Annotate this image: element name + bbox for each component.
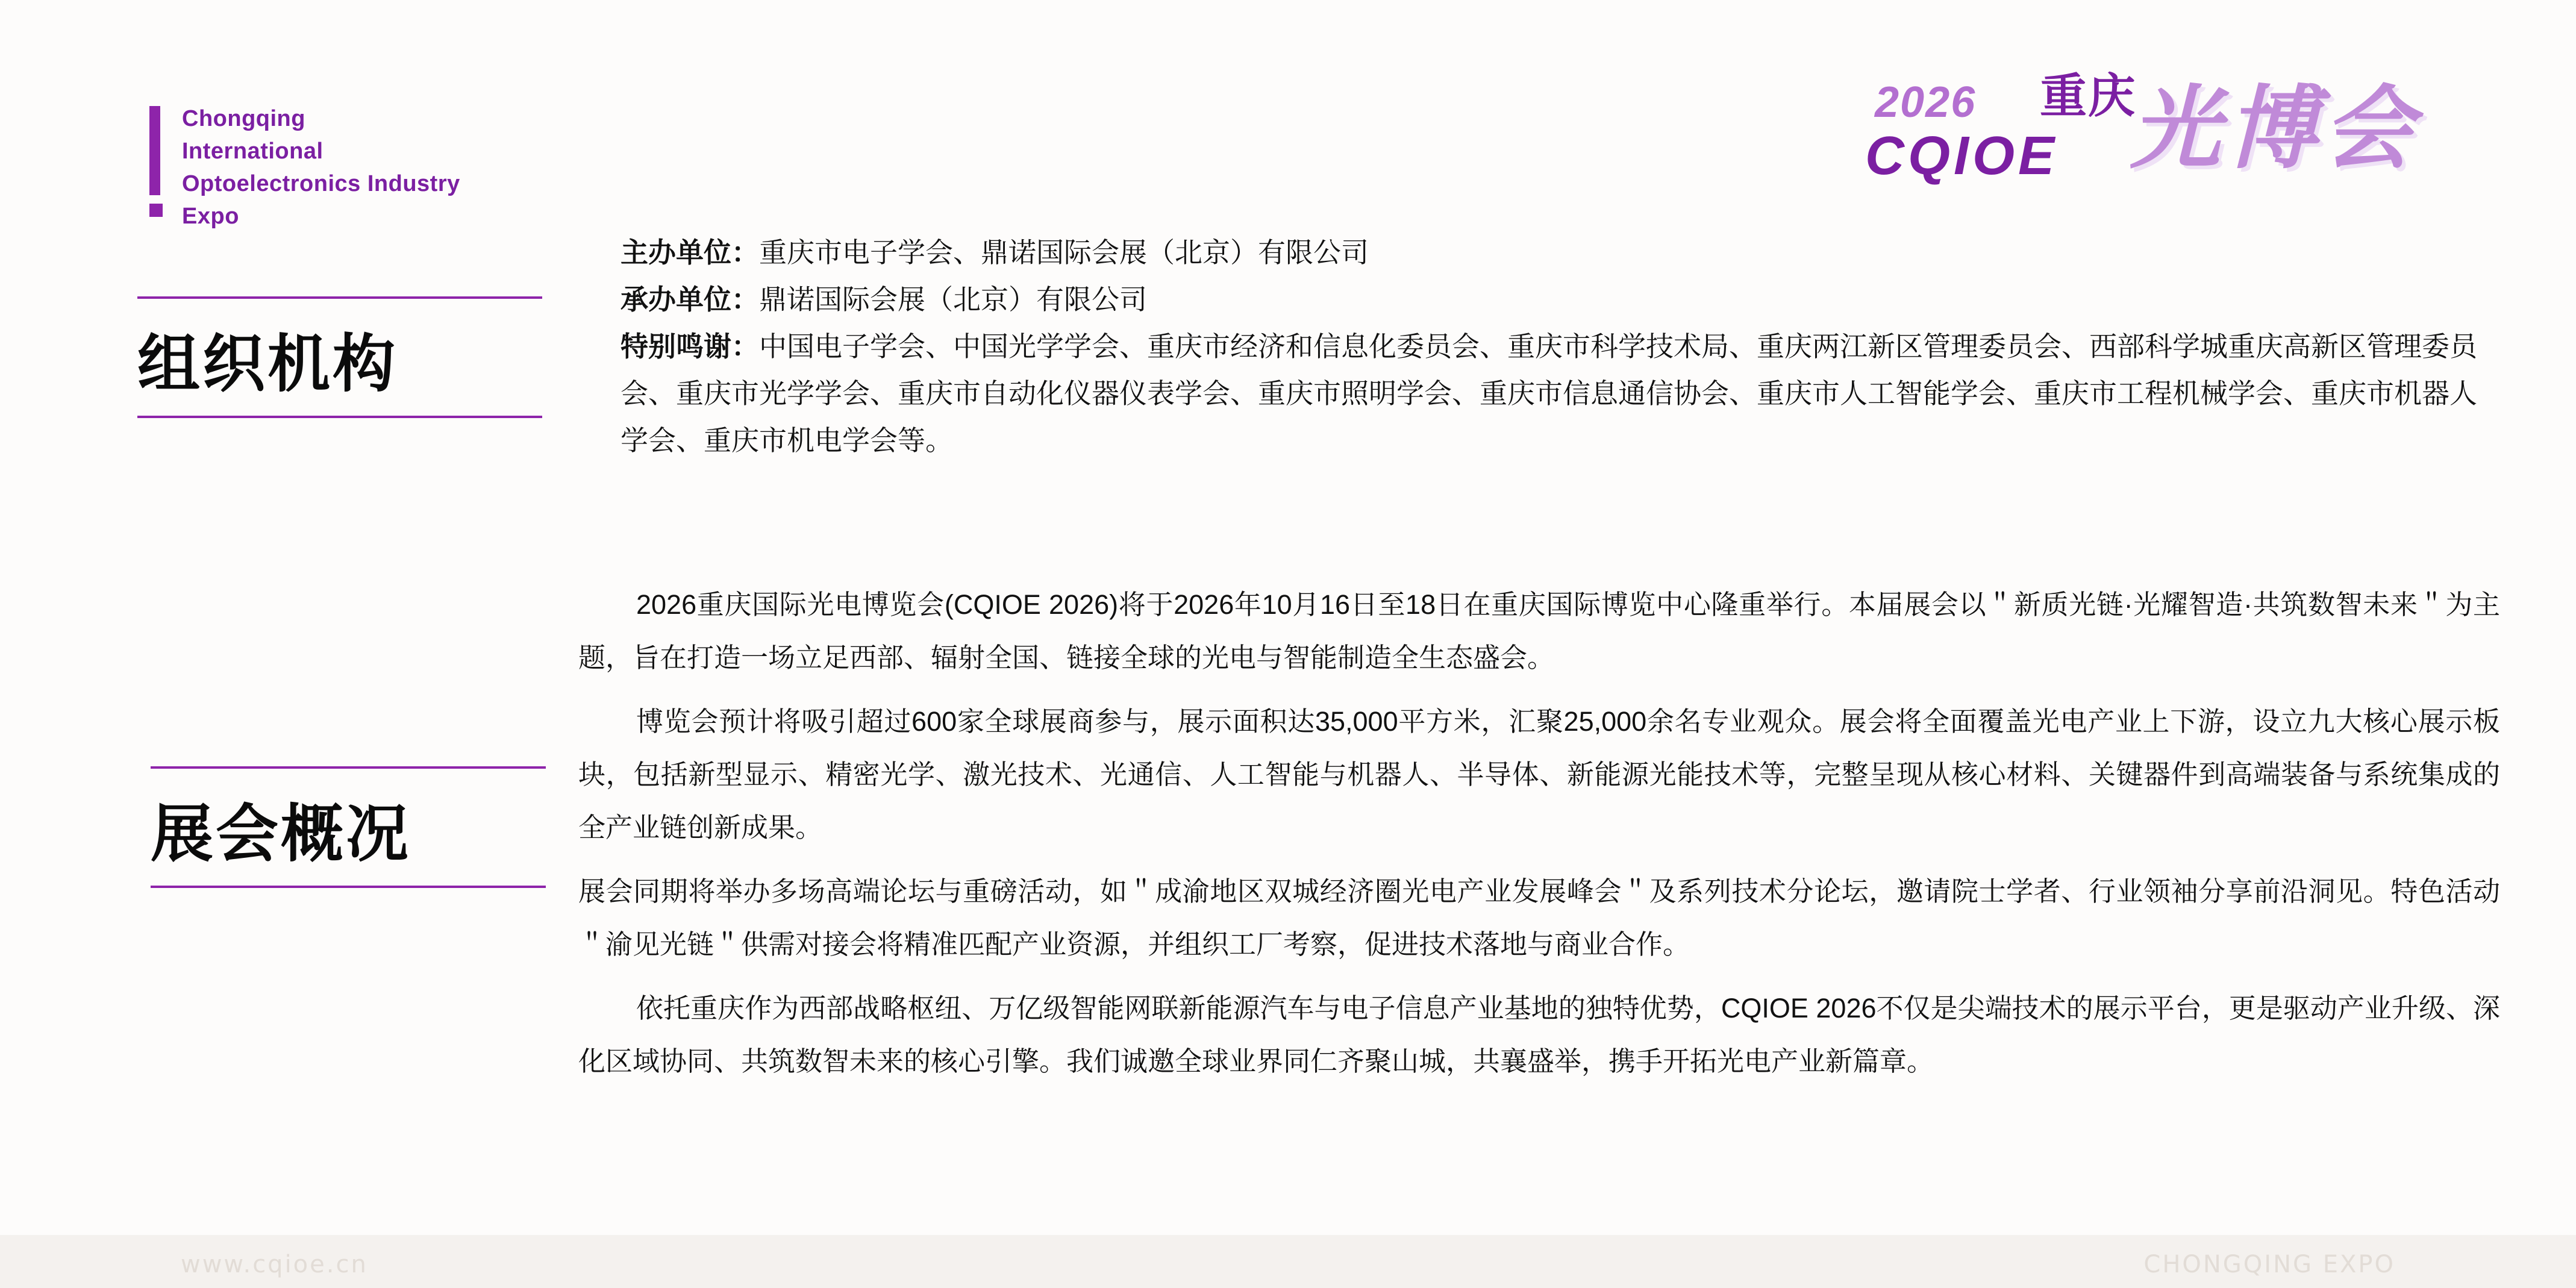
organizer-host-line	[621, 229, 2500, 276]
organizer-undertaker-label: 承办单位：	[621, 284, 759, 315]
expo-logo-city: 重庆	[2040, 69, 2137, 122]
expo-logo-abbreviation: CQIOE	[1865, 126, 2059, 186]
organizer-host-value: 重庆市电子学会、鼎诺国际会展（北京）有限公司	[759, 237, 1369, 268]
brand-line-4: Expo	[182, 204, 239, 229]
overview-section-title: 展会概况	[151, 797, 411, 871]
overview-paragraph: 博览会预计将吸引超过600家全球展商参与，展示面积达35,000平方米，汇聚25,000余名专业观众。展会将全面覆盖光电产业上下游，设立九大核心展示板块，包括新型显示、精密光学、激光技术、光通信、人工智能与机器人、半导体、新能源光能技术等，完整呈现从核心材料、关键器件到高端装备与系统集成的全产业链创新成果。	[578, 706, 2500, 843]
expo-logo-year: 2026	[1875, 78, 1977, 127]
organizer-thanks-line	[621, 323, 2500, 464]
overview-paragraph: 依托重庆作为西部战略枢纽、万亿级智能网联新能源汽车与电子信息产业基地的独特优势，CQIOE 2026不仅是尖端技术的展示平台，更是驱动产业升级、深化区域协同、共筑数智未来的核心引擎。我们诚邀全球业界同仁齐聚山城，共襄盛举，携手开拓光电产业新篇章。	[578, 993, 2500, 1077]
overview-paragraph: 2026重庆国际光电博览会(CQIOE 2026)将于2026年10月16日至18日在重庆国际博览中心隆重举行。本届展会以＂新质光链·光耀智造·共筑数智未来＂为主题，旨在打造一场立足西部、辐射全国、链接全球的光电与智能制造全生态盛会。	[578, 589, 2500, 673]
footer-watermark-right: CHONGQING EXPO	[2143, 1251, 2395, 1278]
organizer-thanks-value: 中国电子学会、中国光学学会、重庆市经济和信息化委员会、重庆市科学技术局、重庆两江新区管理委员会、西部科学城重庆高新区管理委员会、重庆市光学学会、重庆市自动化仪器仪表学会、重庆市照明学会、重庆市信息通信协会、重庆市人工智能学会、重庆市工程机械学会、重庆市机器人学会、重庆市机电学会等。	[621, 331, 2477, 456]
organization-rule-top	[137, 296, 542, 299]
overview-rule-top	[151, 766, 546, 769]
brand-line-3: Optoelectronics Industry	[182, 171, 460, 196]
expo-logo-name: 光博会	[2130, 78, 2420, 179]
overview-paragraph: 展会同期将举办多场高端论坛与重磅活动，如＂成渝地区双城经济圈光电产业发展峰会＂及系列技术分论坛，邀请院士学者、行业领袖分享前沿洞见。特色活动＂渝见光链＂供需对接会将精准匹配产业资源，并组织工厂考察，促进技术落地与商业合作。	[578, 876, 2500, 960]
brand-block	[142, 102, 564, 233]
organization-section-title: 组织机构	[137, 327, 398, 401]
brand-english-name	[142, 102, 564, 233]
overview-body	[578, 578, 2500, 1099]
organization-details	[621, 229, 2500, 464]
organizer-undertaker-line	[621, 276, 2500, 323]
organizer-thanks-label: 特别鸣谢：	[621, 331, 759, 362]
organizer-host-label: 主办单位：	[621, 237, 759, 268]
expo-logo	[1865, 66, 2504, 205]
organization-rule-bottom	[137, 416, 542, 418]
footer-watermark-left: www.cqioe.cn	[181, 1251, 368, 1278]
brand-line-2: International	[182, 139, 324, 164]
overview-rule-bottom	[151, 886, 546, 888]
organizer-undertaker-value: 鼎诺国际会展（北京）有限公司	[759, 284, 1147, 315]
brand-line-1: Chongqing	[182, 106, 305, 131]
